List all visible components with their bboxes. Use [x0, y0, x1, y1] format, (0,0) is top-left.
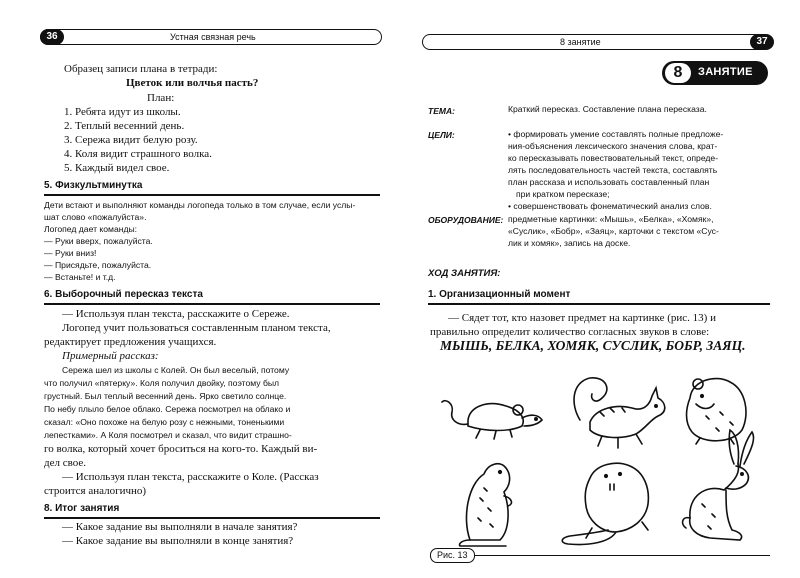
right-page-number: 37	[750, 34, 774, 50]
section6-title: 6. Выборочный пересказ текста	[44, 289, 203, 300]
plan-item: 1. Ребята идут из школы.	[64, 106, 181, 118]
section6-line: Логопед учит пользоваться составленным планом текста,	[62, 322, 331, 334]
plan-item: 2. Теплый весенний день.	[64, 120, 185, 132]
goals-line: план рассказа и использовать составленный план	[508, 177, 710, 187]
lesson-number-circle	[665, 63, 691, 83]
equipment-line: лик и хомяк», запись на доске.	[508, 238, 631, 248]
right-header-title: 8 занятие	[560, 37, 601, 47]
section5-line: Логопед дает команды:	[44, 224, 138, 234]
plan-item: 4. Коля видит страшного волка.	[64, 148, 212, 160]
course-title: ХОД ЗАНЯТИЯ:	[428, 268, 501, 279]
plan-title: Цветок или волчья пасть?	[126, 77, 259, 89]
plan-item: 5. Каждый видел свое.	[64, 162, 170, 174]
section8-line: — Какое задание вы выполняли в начале занятия?	[62, 521, 298, 533]
equipment-line: предметные картинки: «Мышь», «Белка», «Хомяк»,	[508, 214, 714, 224]
section8-line: — Какое задание вы выполняли в конце занятия?	[62, 535, 294, 547]
sample-line: го волка, который хочет броситься на кого-то. Каждый ви-	[44, 443, 318, 455]
section1-rule	[428, 303, 770, 305]
left-page-number: 36	[40, 29, 64, 45]
squirrel-icon	[574, 378, 665, 448]
section6-rule	[44, 303, 380, 305]
sample-label: Примерный рассказ:	[62, 350, 159, 362]
section5-line: — Присядьте, пожалуйста.	[44, 260, 152, 270]
sample-line: — Используя план текста, расскажите о Коле. (Рассказ	[62, 471, 319, 483]
figure-13	[440, 368, 770, 548]
lesson-number: 8	[673, 64, 683, 81]
section6-line: редактирует предложения учащихся.	[44, 336, 217, 348]
mouse-icon	[442, 401, 542, 439]
section5-rule	[44, 194, 380, 196]
goals-line: • формировать умение составлять полные предложе-	[508, 129, 724, 139]
section1-line: — Сядет тот, кто назовет предмет на картинке (рис. 13) и	[448, 312, 716, 324]
equipment-label: ОБОРУДОВАНИЕ:	[428, 215, 504, 225]
figure-caption-text: Рис. 13	[437, 550, 468, 560]
sample-line: лепестками». А Коля посмотрел и сказал, что видит страшно-	[44, 430, 292, 440]
gopher-icon	[459, 464, 511, 546]
beaver-icon	[562, 463, 648, 544]
hamster-icon	[687, 379, 747, 444]
goals-line: • совершенствовать фонематический анализ слов.	[508, 201, 712, 211]
theme-text: Краткий пересказ. Составление плана пересказа.	[508, 104, 707, 114]
sample-line: Сережа шел из школы с Колей. Он был веселый, потому	[62, 365, 290, 375]
sample-line: дел свое.	[44, 457, 86, 469]
figure-caption	[430, 548, 475, 563]
section5-title: 5. Физкультминутка	[44, 180, 143, 191]
section5-line: шат слово «пожалуйста».	[44, 212, 147, 222]
hare-icon	[683, 430, 754, 540]
section1-words: МЫШЬ, БЕЛКА, ХОМЯК, СУСЛИК, БОБР, ЗАЯЦ.	[440, 338, 746, 353]
theme-label: ТЕМА:	[428, 106, 455, 116]
sample-line: сказал: «Оно похоже на белую розу с нежными, тоненькими	[44, 417, 285, 427]
sample-line: По небу плыло белое облако. Сережа посмотрел на облако и	[44, 404, 291, 414]
goals-label: ЦЕЛИ:	[428, 130, 455, 140]
sample-line: что получил «пятерку». Коля получил двойку, поэтому был	[44, 378, 280, 388]
sample-line: строится аналогично)	[44, 485, 147, 497]
section6-line: — Используя план текста, расскажите о Сереже.	[62, 308, 290, 320]
goals-line: при кратком пересказе;	[516, 189, 610, 199]
section5-line: Дети встают и выполняют команды логопеда только в том случае, если услы-	[44, 200, 356, 210]
goals-line: лять последовательность частей текста, составлять	[508, 165, 718, 175]
lesson-word: ЗАНЯТИЕ	[698, 66, 753, 78]
section5-line: — Руки вниз!	[44, 248, 97, 258]
sample-line: грустный. Был теплый весенний день. Ярко светило солнце.	[44, 391, 287, 401]
section1-title: 1. Организационный момент	[428, 289, 571, 300]
section1-line: правильно определит количество согласных звуков в слове:	[430, 326, 710, 338]
bottom-rule	[474, 555, 770, 556]
left-header-title: Устная связная речь	[170, 32, 256, 42]
section8-title: 8. Итог занятия	[44, 503, 120, 514]
section5-line: — Руки вверх, пожалуйста.	[44, 236, 153, 246]
goals-line: ния-объяснения лексического значения слова, крат-	[508, 141, 718, 151]
plan-item: 3. Сережа видит белую розу.	[64, 134, 198, 146]
plan-intro: Образец записи плана в тетради:	[64, 63, 218, 75]
goals-line: ко пересказывать повествовательный текст, опреде-	[508, 153, 719, 163]
plan-label: План:	[147, 92, 175, 104]
equipment-line: «Суслик», «Бобр», «Заяц», карточки с текстом «Сус-	[508, 226, 719, 236]
section8-rule	[44, 517, 380, 519]
lesson-badge	[662, 61, 768, 85]
section5-line: — Встаньте! и т.д.	[44, 272, 116, 282]
